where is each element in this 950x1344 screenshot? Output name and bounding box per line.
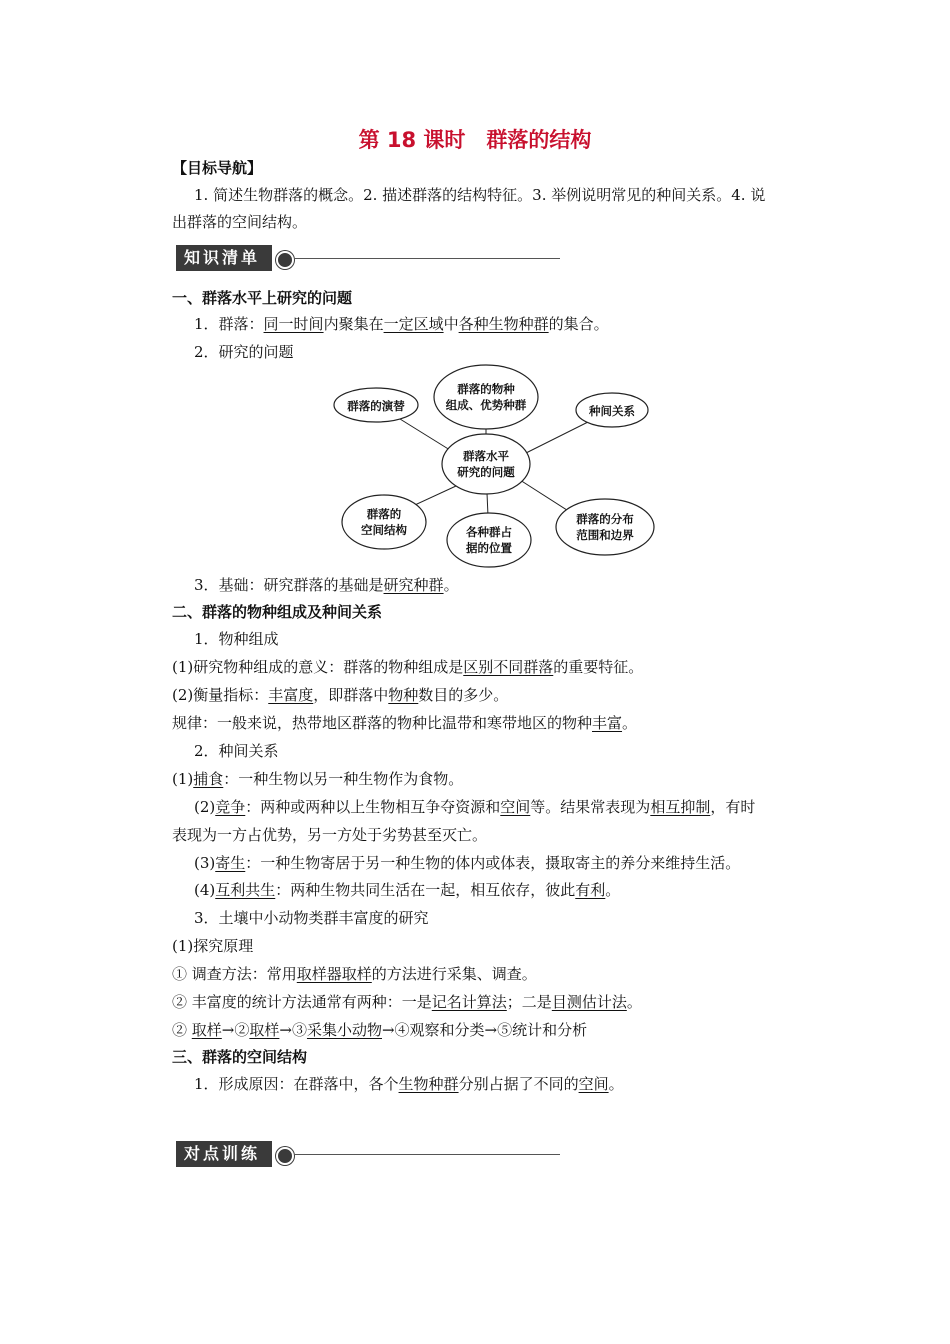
s1-paragraph-1: 1．群落：同一时间内聚集在一定区域中各种生物种群的集合。 bbox=[194, 315, 609, 333]
s2-p10: 3．土壤中小动物类群丰富度的研究 bbox=[194, 909, 429, 927]
section-2-heading: 二、群落的物种组成及种间关系 bbox=[172, 603, 383, 621]
s2-p3: (2)衡量指标：丰富度，即群落中物种数目的多少。 bbox=[172, 686, 509, 704]
s2-p9: (4)互利共生：两种生物共同生活在一起，相互依存，彼此有利。 bbox=[194, 881, 621, 899]
section-3-heading: 三、群落的空间结构 bbox=[172, 1048, 308, 1066]
s2-p7b: 表现为一方占优势，另一方处于劣势甚至灭亡。 bbox=[172, 826, 488, 844]
s1-paragraph-3: 3．基础：研究群落的基础是研究种群。 bbox=[194, 576, 459, 594]
diagram-top-line-1: 群落的物种 bbox=[457, 382, 515, 396]
goal-line-1: 1. 简述生物群落的概念。2. 描述群落的结构特征。3. 举例说明常见的种间关系。4. 说 bbox=[194, 186, 766, 204]
s2-p6: (1)捕食：一种生物以另一种生物作为食物。 bbox=[172, 770, 464, 788]
s2-p11: (1)探究原理 bbox=[172, 937, 254, 955]
s2-p5: 2．种间关系 bbox=[194, 742, 279, 760]
banner-dot-icon bbox=[276, 1147, 294, 1165]
diagram-right-top: 种间关系 bbox=[589, 404, 635, 418]
s2-p4: 规律：一般来说，热带地区群落的物种比温带和寒带地区的物种丰富。 bbox=[172, 714, 638, 732]
page-title: 第 18 课时 群落的结构 bbox=[358, 128, 592, 152]
s2-p8: (3)寄生：一种生物寄居于另一种生物的体内或体表，摄取寄主的养分来维持生活。 bbox=[194, 854, 741, 872]
banner-rule bbox=[294, 1154, 560, 1155]
s2-p1: 1．物种组成 bbox=[194, 630, 279, 648]
diagram-center-line-1: 群落水平 bbox=[463, 449, 509, 463]
s2-p13: ② 丰富度的统计方法通常有两种：一是记名计算法；二是目测估计法。 bbox=[172, 993, 642, 1011]
diagram-bottom-line-2: 据的位置 bbox=[466, 541, 512, 555]
s2-p7: (2)竞争：两种或两种以上生物相互争夺资源和空间等。结果常表现为相互抑制，有时 bbox=[194, 798, 756, 816]
diagram-bottom-line-1: 各种群占 bbox=[466, 525, 512, 539]
knowledge-banner-label: 知识清单 bbox=[176, 245, 272, 271]
diagram-top-line-2: 组成、优势种群 bbox=[445, 398, 527, 412]
section-1-heading: 一、群落水平上研究的问题 bbox=[172, 289, 353, 307]
practice-banner bbox=[176, 1141, 560, 1169]
diagram-left-bottom-line-2: 空间结构 bbox=[361, 523, 407, 537]
diagram-left-bottom-line-1: 群落的 bbox=[366, 507, 402, 521]
s2-p2: (1)研究物种组成的意义：群落的物种组成是区别不同群落的重要特征。 bbox=[172, 658, 644, 676]
diagram-left-top: 群落的演替 bbox=[347, 399, 405, 413]
s2-p12: ① 调查方法：常用取样器取样的方法进行采集、调查。 bbox=[172, 965, 537, 983]
s1-paragraph-2: 2．研究的问题 bbox=[194, 343, 294, 361]
s3-p1: 1．形成原因：在群落中，各个生物种群分别占据了不同的空间。 bbox=[194, 1075, 624, 1093]
s2-p14: ② 取样→②取样→③采集小动物→④观察和分类→⑤统计和分析 bbox=[172, 1021, 588, 1039]
goal-heading: 【目标导航】 bbox=[172, 159, 263, 177]
diagram-right-bottom-line-2: 范围和边界 bbox=[576, 528, 634, 542]
practice-banner-label: 对点训练 bbox=[176, 1141, 272, 1167]
diagram-right-bottom-line-1: 群落的分布 bbox=[576, 512, 634, 526]
goal-line-2: 出群落的空间结构。 bbox=[172, 213, 308, 231]
diagram-center-line-2: 研究的问题 bbox=[457, 465, 515, 479]
